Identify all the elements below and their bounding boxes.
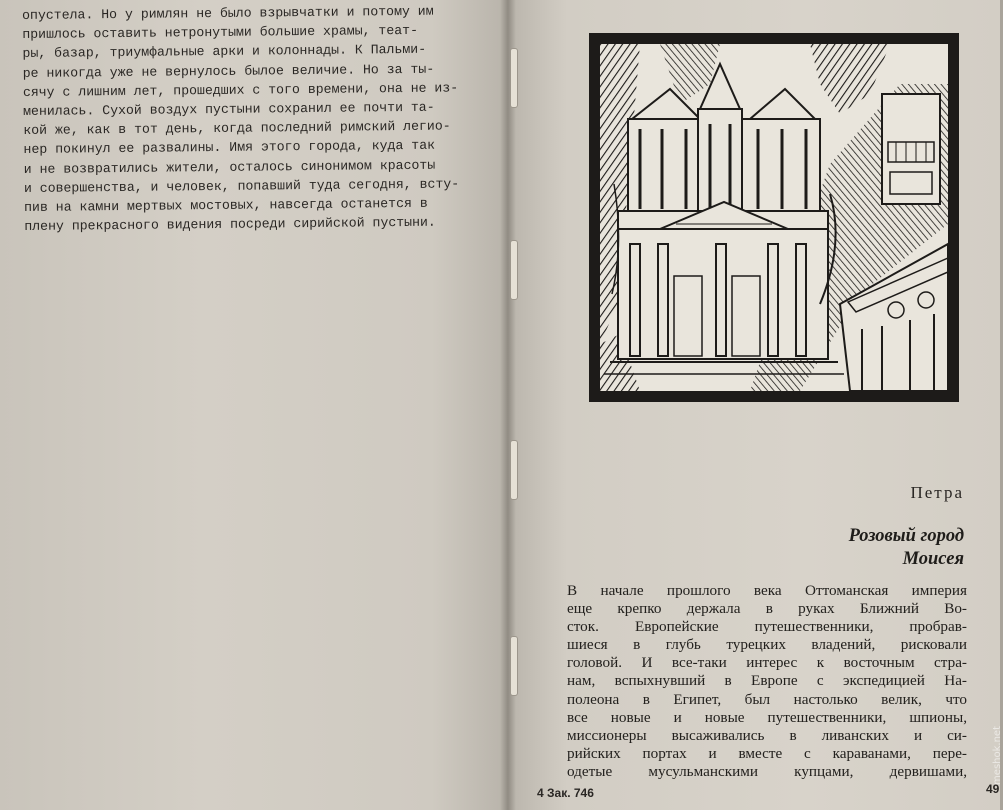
text-line: головой. И все-таки интерес к восточным стра- xyxy=(567,654,967,672)
left-page-text xyxy=(22,1,479,236)
text-line: и совершенства, и человек, попавший туда сегодня, всту- xyxy=(23,176,460,196)
text-line: миссионеры высаживались в ливанских и си- xyxy=(567,726,967,744)
text-line: сток. Европейские путешественники, пробрав- xyxy=(567,618,967,636)
text-line: ры, базар, триумфальные арки и колоннады. К Пальми- xyxy=(22,42,427,62)
binding-stitch xyxy=(510,440,518,500)
binding-stitch xyxy=(510,636,518,696)
text-line: плену прекрасного видения посреди сирийской пустыни. xyxy=(24,214,436,235)
text-line: опустела. Но у римлян не было взрывчатки и потому им xyxy=(22,3,434,23)
text-line: рийских портах и вместе с караванами, пере- xyxy=(567,744,967,762)
temple-facade-illustration xyxy=(600,44,948,391)
text-line: В начале прошлого века Оттоманская империя xyxy=(567,582,967,599)
text-line: пришлось оставить нетронутыми большие храмы, теат- xyxy=(22,23,419,43)
text-line: пив на камни мертвых мостовых, навсегда останется в xyxy=(24,195,428,216)
text-line: ре никогда уже не вернулось былое величие. Но за ты- xyxy=(22,61,435,81)
illustration-frame xyxy=(589,33,959,402)
section-label: Петра xyxy=(910,483,964,502)
binding-stitch xyxy=(510,240,518,300)
text-line: все новые и новые путешественники, шпионы, xyxy=(567,708,967,726)
chapter-title xyxy=(849,525,964,571)
chapter-title-line: Розовый город xyxy=(848,526,964,546)
text-line: шиеся в глубь турецких владений, рисковали xyxy=(567,636,967,654)
text-line: менилась. Сухой воздух пустыни сохранил ее почти та- xyxy=(23,99,435,120)
text-line: еще крепко держала в руках Ближний Во- xyxy=(567,600,967,618)
page-number: 49 xyxy=(986,782,1000,796)
text-line: сячу с лишним лет, прошедших с того времени, она не из- xyxy=(22,80,459,100)
text-line: одетые мусульманскими купцами, дервишами, xyxy=(567,762,967,780)
binding-stitch xyxy=(510,48,518,108)
chapter-title-line: Моисея xyxy=(902,549,964,569)
right-page-text xyxy=(567,582,967,781)
printing-mark: 4 Зак. 746 xyxy=(537,786,594,800)
text-line: кой же, как в тот день, когда последний римский легио- xyxy=(23,118,451,139)
text-line: полеона в Египет, был настолько велик, что xyxy=(567,690,967,708)
text-line: нер покинул ее развалины. Имя этого города, куда так xyxy=(23,138,436,158)
watermark: meshok.net xyxy=(992,726,1003,785)
text-line: нам, вспыхнувший в Европе с экспедицией На- xyxy=(567,672,967,690)
text-line: и не возвратились жители, осталось синонимом красоты xyxy=(23,157,436,177)
